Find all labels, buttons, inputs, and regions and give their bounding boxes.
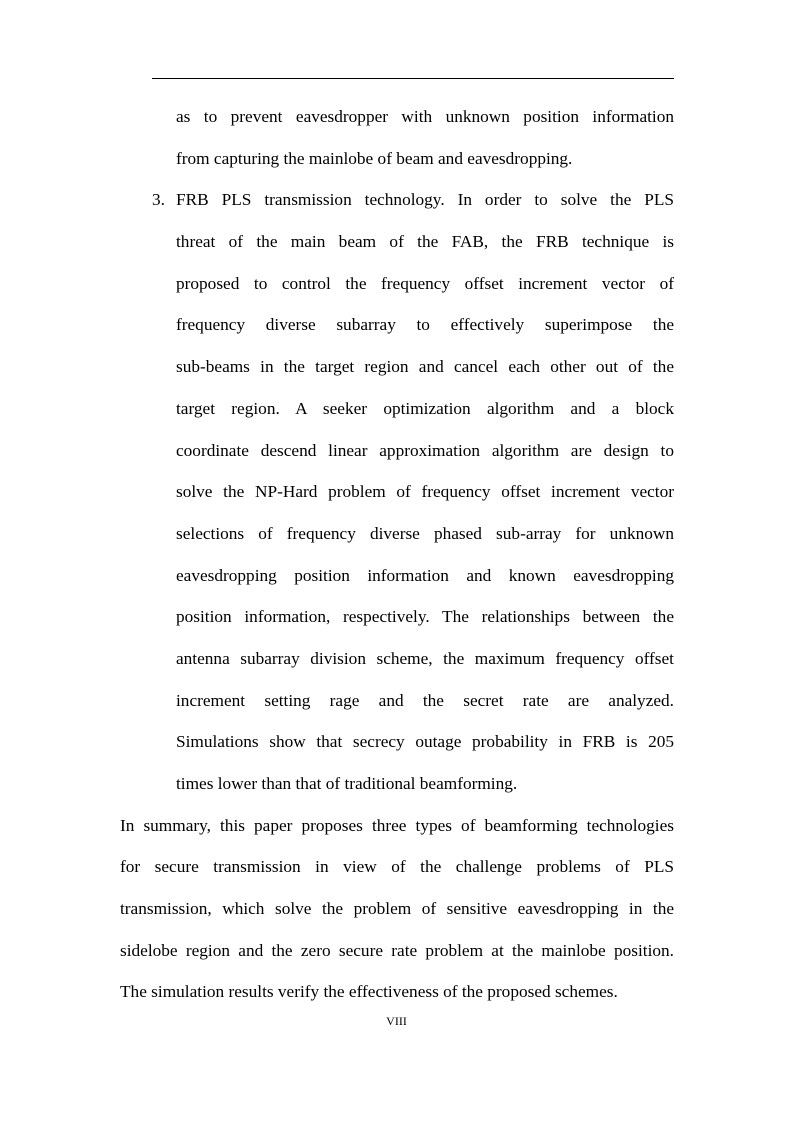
continuation-line-1: as to prevent eavesdropper with unknown position information xyxy=(176,107,674,126)
item3-line-6: target region. A seeker optimization algorithm and a block xyxy=(176,398,674,418)
summary-line-2: for secure transmission in view of the challenge problems of PLS xyxy=(120,857,674,877)
list-item-3 xyxy=(152,179,674,221)
item3-line-2: threat of the main beam of the FAB, the FRB technique is xyxy=(176,232,674,252)
page-number: VIII xyxy=(386,1014,407,1028)
summary-line-3: transmission, which solve the problem of sensitive eavesdropping in the xyxy=(120,899,674,919)
item3-line-15: times lower than that of traditional beamforming. xyxy=(176,774,518,793)
header-rule xyxy=(152,78,674,79)
item3-line-9: selections of frequency diverse phased sub-array for unknown xyxy=(176,523,674,543)
item3-line-8: solve the NP-Hard problem of frequency offset increment vector xyxy=(176,482,674,502)
page-body xyxy=(120,96,674,1013)
item3-line-10: eavesdropping position information and known eavesdropping xyxy=(176,565,674,585)
item3-line-1: FRB PLS transmission technology. In order to solve the PLS xyxy=(176,190,674,210)
item3-line-7: coordinate descend linear approximation algorithm are design to xyxy=(176,440,674,460)
summary-line-5: The simulation results verify the effectiveness of the proposed schemes. xyxy=(120,982,618,1002)
list-marker: 3. xyxy=(152,190,165,210)
item3-line-11: position information, respectively. The relationships between the xyxy=(176,607,674,627)
item3-line-4: frequency diverse subarray to effectively superimpose the xyxy=(176,315,674,335)
item3-line-12: antenna subarray division scheme, the maximum frequency offset xyxy=(176,648,674,668)
summary-line-1: In summary, this paper proposes three types of beamforming technologies xyxy=(120,815,674,835)
summary-line-4: sidelobe region and the zero secure rate problem at the mainlobe position. xyxy=(120,940,674,960)
item3-line-5: sub-beams in the target region and cancel each other out of the xyxy=(176,357,674,377)
item3-line-3: proposed to control the frequency offset increment vector of xyxy=(176,273,674,293)
item3-line-13: increment setting rage and the secret rate are analyzed. xyxy=(176,690,674,710)
item3-line-14: Simulations show that secrecy outage probability in FRB is 205 xyxy=(176,732,674,752)
continuation-line-2: from capturing the mainlobe of beam and eavesdropping. xyxy=(176,148,573,168)
